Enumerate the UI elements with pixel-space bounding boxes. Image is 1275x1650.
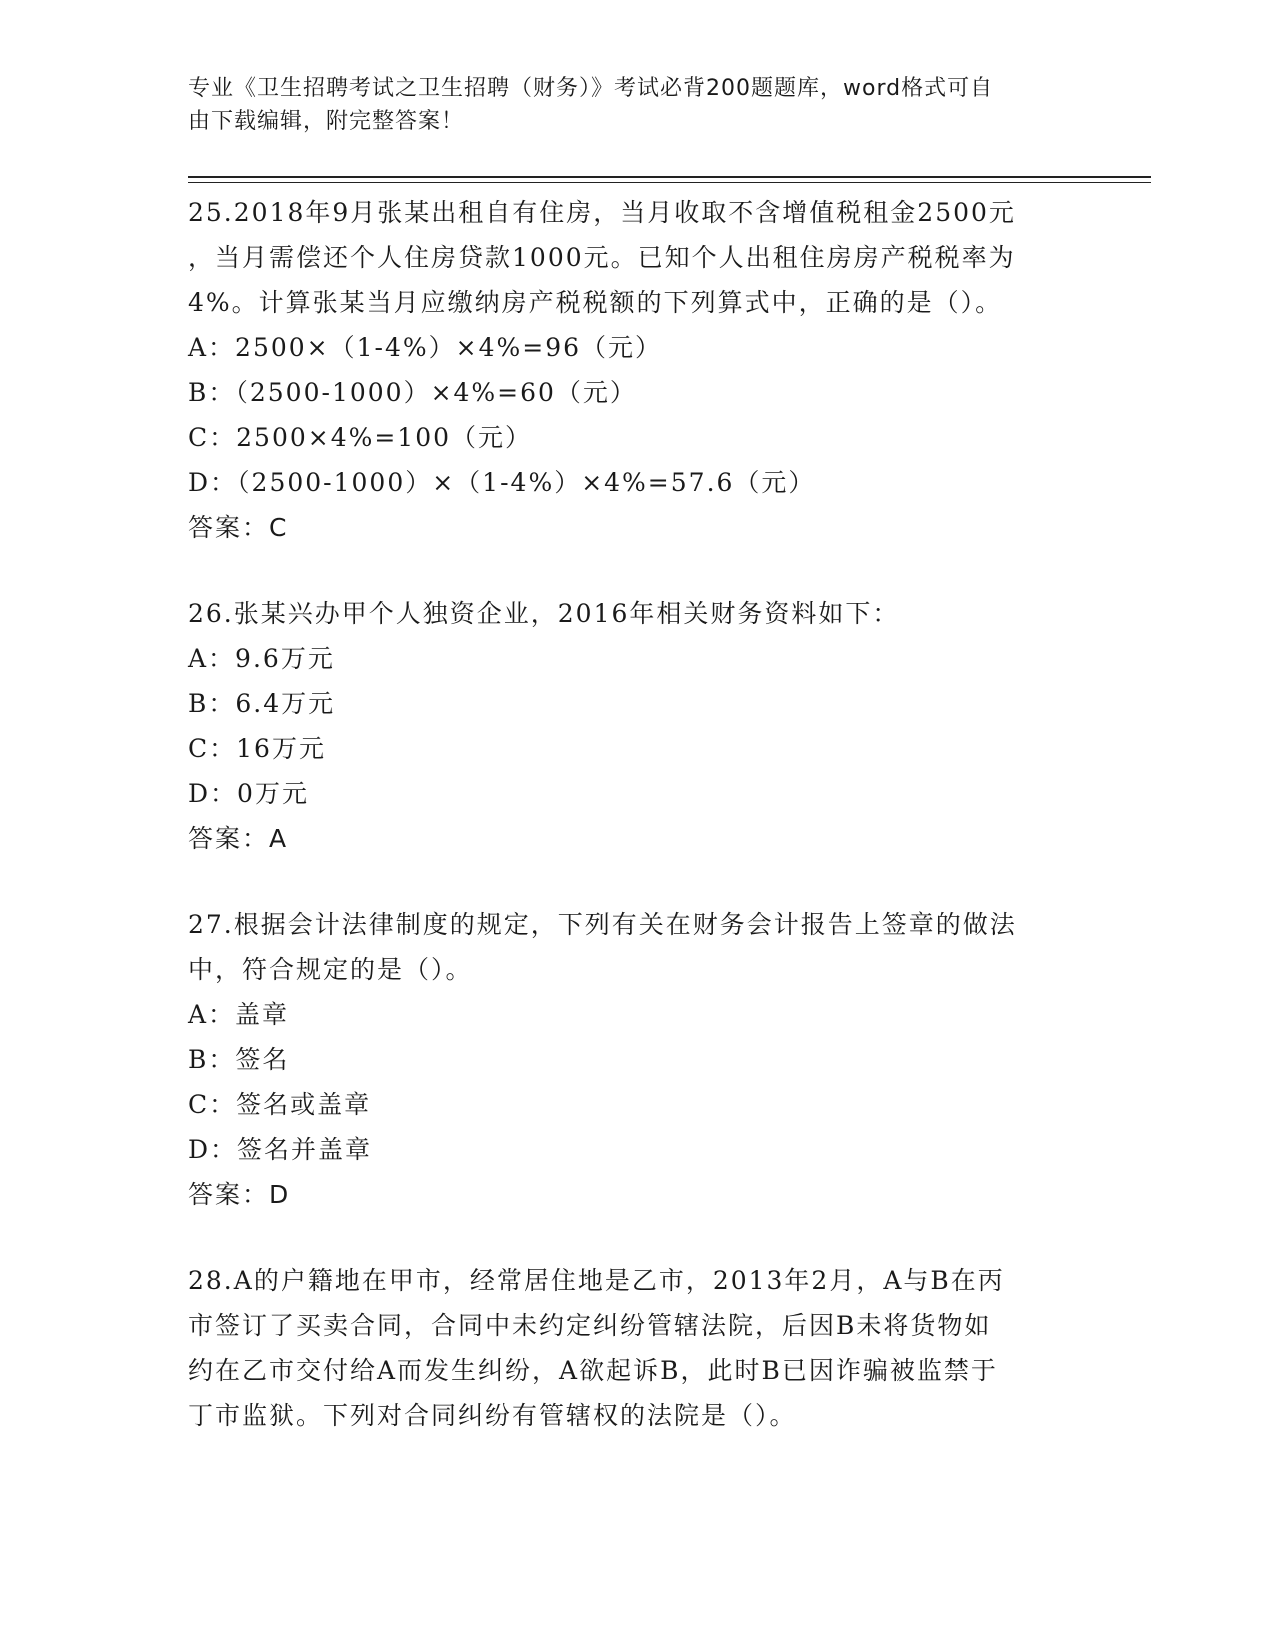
option-d: D：（2500-1000）×（1-4%）×4%=57.6（元） [188,468,816,497]
option-b: B：签名 [188,1045,290,1074]
option-a: A：盖章 [188,1000,290,1029]
document-header [188,72,1068,138]
question-text-line: 丁市监狱。下列对合同纠纷有管辖权的法院是（）。 [188,1401,797,1430]
question-25 [188,190,1088,550]
question-text-line: 约在乙市交付给A而发生纠纷，A欲起诉B，此时B已因诈骗被监禁于 [188,1356,998,1385]
question-28 [188,1258,1088,1438]
question-27 [188,902,1088,1217]
option-b: B：6.4万元 [188,689,336,718]
question-text-line: 4%。计算张某当月应缴纳房产税税额的下列算式中，正确的是（）。 [188,288,1003,317]
header-line-1: 专业《卫生招聘考试之卫生招聘（财务）》考试必背200题题库，word格式可自 [188,76,994,101]
answer-line: 答案：C [188,513,289,542]
question-text-line: 26.张某兴办甲个人独资企业，2016年相关财务资料如下： [188,599,900,628]
option-a: A：2500×（1-4%）×4%=96（元） [188,333,663,362]
question-text-line: 市签订了买卖合同，合同中未约定纠纷管辖法院，后因B未将货物如 [188,1311,992,1340]
option-c: C：16万元 [188,734,326,763]
question-text-line: 28.A的户籍地在甲市，经常居住地是乙市，2013年2月，A与B在丙 [188,1266,1005,1295]
answer-line: 答案：A [188,824,289,853]
question-list [188,190,1088,1479]
option-b: B：（2500-1000）×4%=60（元） [188,378,637,407]
option-c: C：签名或盖章 [188,1090,372,1119]
question-text-line: 中，符合规定的是（）。 [188,955,473,984]
header-divider-thin [188,182,1151,183]
question-text-line: 25.2018年9月张某出租自有住房，当月收取不含增值税租金2500元 [188,198,1016,227]
question-26 [188,591,1088,861]
question-text-line: 27.根据会计法律制度的规定，下列有关在财务会计报告上签章的做法 [188,910,1017,939]
question-text-line: ，当月需偿还个人住房贷款1000元。已知个人出租住房房产税税率为 [188,243,1016,272]
header-divider-thick [188,176,1151,178]
answer-line: 答案：D [188,1180,291,1209]
option-d: D：0万元 [188,779,309,808]
option-a: A：9.6万元 [188,644,335,673]
option-c: C：2500×4%=100（元） [188,423,533,452]
header-line-2: 由下载编辑，附完整答案！ [188,109,465,134]
option-d: D：签名并盖章 [188,1135,373,1164]
